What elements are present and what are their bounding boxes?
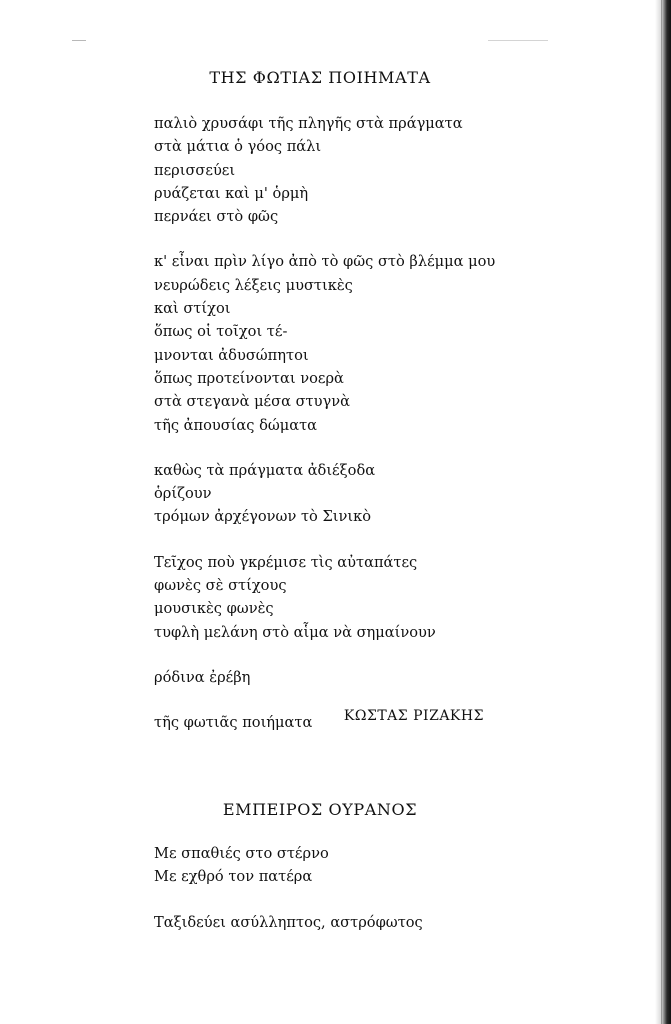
poem1-body <box>154 112 495 735</box>
poem1-author: ΚΩΣΤΑΣ ΡΙΖΑΚΗΣ <box>343 708 484 724</box>
verse-line: τρόμων ἀρχέγονων τὸ Σινικὸ <box>154 508 372 526</box>
verse-line: περνάει στὸ φῶς <box>154 208 279 226</box>
verse-line: Τεῖχος ποὺ γκρέμισε τὶς αὐταπάτες <box>154 553 418 571</box>
verse-line: στὰ μάτια ὁ γόος πάλι <box>154 138 322 156</box>
verse-line: ρυάζεται καὶ μ' ὁρμὴ <box>154 184 309 202</box>
verse-line: καθὼς τὰ πράγματα ἀδιέξοδα <box>154 461 376 479</box>
verse-line: ὅπως προτείνονται νοερὰ <box>154 369 344 387</box>
verse-line: μουσικὲς φωνὲς <box>154 600 274 618</box>
verse-line: τυφλὴ μελάνη στὸ αἷμα νὰ σημαίνουν <box>154 623 436 641</box>
verse-line: στὰ στεγανὰ μέσα στυγνὰ <box>154 393 350 411</box>
verse-line: ρόδινα ἐρέβη <box>154 668 251 686</box>
verse-line: νευρώδεις λέξεις μυστικὲς <box>154 276 353 294</box>
verse-line: κ' εἶναι πρὶν λίγο ἀπὸ τὸ φῶς στὸ βλέμμα μου <box>154 253 496 271</box>
verse-line: Ταξιδεύει ασύλληπτος, αστρόφωτος <box>154 913 423 931</box>
poem1-title: ΤΗΣ ΦΩΤΙΑΣ ΠΟΙΗΜΑΤΑ <box>209 68 431 87</box>
verse-line: μνονται ἀδυσώπητοι <box>154 346 309 364</box>
verse-line: Με εχθρό τον πατέρα <box>154 868 313 886</box>
page-edge-shadow <box>655 0 671 1024</box>
verse-line: τῆς φωτιᾶς ποιήματα <box>154 714 313 732</box>
verse-line: Με σπαθιές στο στέρνο <box>154 845 329 862</box>
poem2-body <box>154 842 423 934</box>
verse-line: ὅπως οἱ τοῖχοι τέ- <box>154 323 288 341</box>
verse-line: τῆς ἀπουσίας δώματα <box>154 416 318 434</box>
verse-line: περισσεύει <box>154 161 236 179</box>
scan-speck <box>72 40 86 41</box>
poem2-title: ΕΜΠΕΙΡΟΣ ΟΥΡΑΝΟΣ <box>222 800 418 819</box>
verse-line: παλιὸ χρυσάφι τῆς πληγῆς στὰ πράγματα <box>154 115 463 132</box>
scan-speck <box>488 40 548 41</box>
verse-line: φωνὲς σὲ στίχους <box>154 577 287 595</box>
verse-line: ὁρίζουν <box>154 485 212 503</box>
verse-line: καὶ στίχοι <box>154 300 231 318</box>
